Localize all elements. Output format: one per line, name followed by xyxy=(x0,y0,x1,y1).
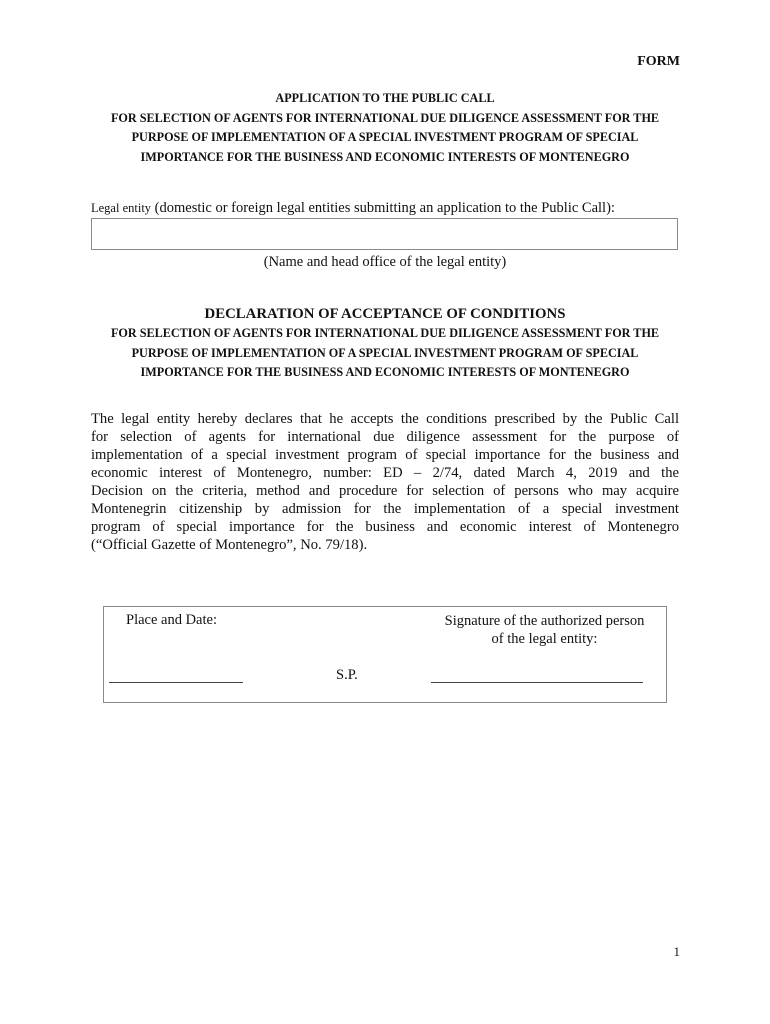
legal-entity-caption: (Name and head office of the legal entity) xyxy=(263,254,507,270)
declaration-body-line: for selection of agents for international due diligence assessment for the purpose of xyxy=(91,429,679,445)
place-date-label: Place and Date: xyxy=(126,612,217,628)
declaration-body-line: implementation of a special investment program of special importance for the business and xyxy=(91,447,679,463)
page-number: 1 xyxy=(673,944,680,959)
application-heading-line: IMPORTANCE FOR THE BUSINESS AND ECONOMIC INTERESTS OF MONTENEGRO xyxy=(140,149,630,164)
declaration-heading xyxy=(90,324,680,383)
application-heading-line: PURPOSE OF IMPLEMENTATION OF A SPECIAL INVESTMENT PROGRAM OF SPECIAL xyxy=(131,130,639,144)
declaration-body xyxy=(91,410,679,554)
seal-label: S.P. xyxy=(336,667,358,683)
declaration-heading-line: IMPORTANCE FOR THE BUSINESS AND ECONOMIC INTERESTS OF MONTENEGRO xyxy=(140,365,630,379)
declaration-body-line: Decision on the criteria, method and procedure for selection of persons who may acquire xyxy=(91,483,679,499)
declaration-body-line: program of special importance for the business and economic interest of Montenegro xyxy=(91,519,679,535)
legal-entity-field[interactable] xyxy=(91,218,678,250)
application-heading-line: FOR SELECTION OF AGENTS FOR INTERNATIONAL DUE DILIGENCE ASSESSMENT FOR THE xyxy=(110,110,660,125)
signature-block xyxy=(103,606,667,703)
signature-line[interactable] xyxy=(431,682,643,683)
declaration-body-line: (“Official Gazette of Montenegro”, No. 79/18). xyxy=(91,537,368,553)
application-heading xyxy=(90,89,680,167)
declaration-body-line: Montenegrin citizenship by admission for the implementation of a special investment xyxy=(91,501,679,517)
place-date-line[interactable] xyxy=(109,682,243,683)
legal-entity-label-prefix: Legal entity xyxy=(91,201,152,215)
signature-label-line: of the legal entity: xyxy=(491,631,598,647)
legal-entity-label xyxy=(91,200,615,217)
signature-label xyxy=(422,612,667,648)
declaration-title: DECLARATION OF ACCEPTANCE OF CONDITIONS xyxy=(204,306,566,322)
declaration-heading-line: FOR SELECTION OF AGENTS FOR INTERNATIONAL DUE DILIGENCE ASSESSMENT FOR THE xyxy=(110,326,660,340)
signature-label-line: Signature of the authorized person xyxy=(444,613,645,629)
declaration-heading-line: PURPOSE OF IMPLEMENTATION OF A SPECIAL INVESTMENT PROGRAM OF SPECIAL xyxy=(131,345,639,360)
legal-entity-label-description: (domestic or foreign legal entities submitting an application to the Public Call): xyxy=(151,200,615,216)
declaration-body-line: The legal entity hereby declares that he accepts the conditions prescribed by the Public Call xyxy=(91,411,679,427)
declaration-body-line: economic interest of Montenegro, number: ED – 2/74, dated March 4, 2019 and the xyxy=(91,465,679,481)
application-heading-line: APPLICATION TO THE PUBLIC CALL xyxy=(275,91,495,105)
form-label: FORM xyxy=(637,54,680,69)
